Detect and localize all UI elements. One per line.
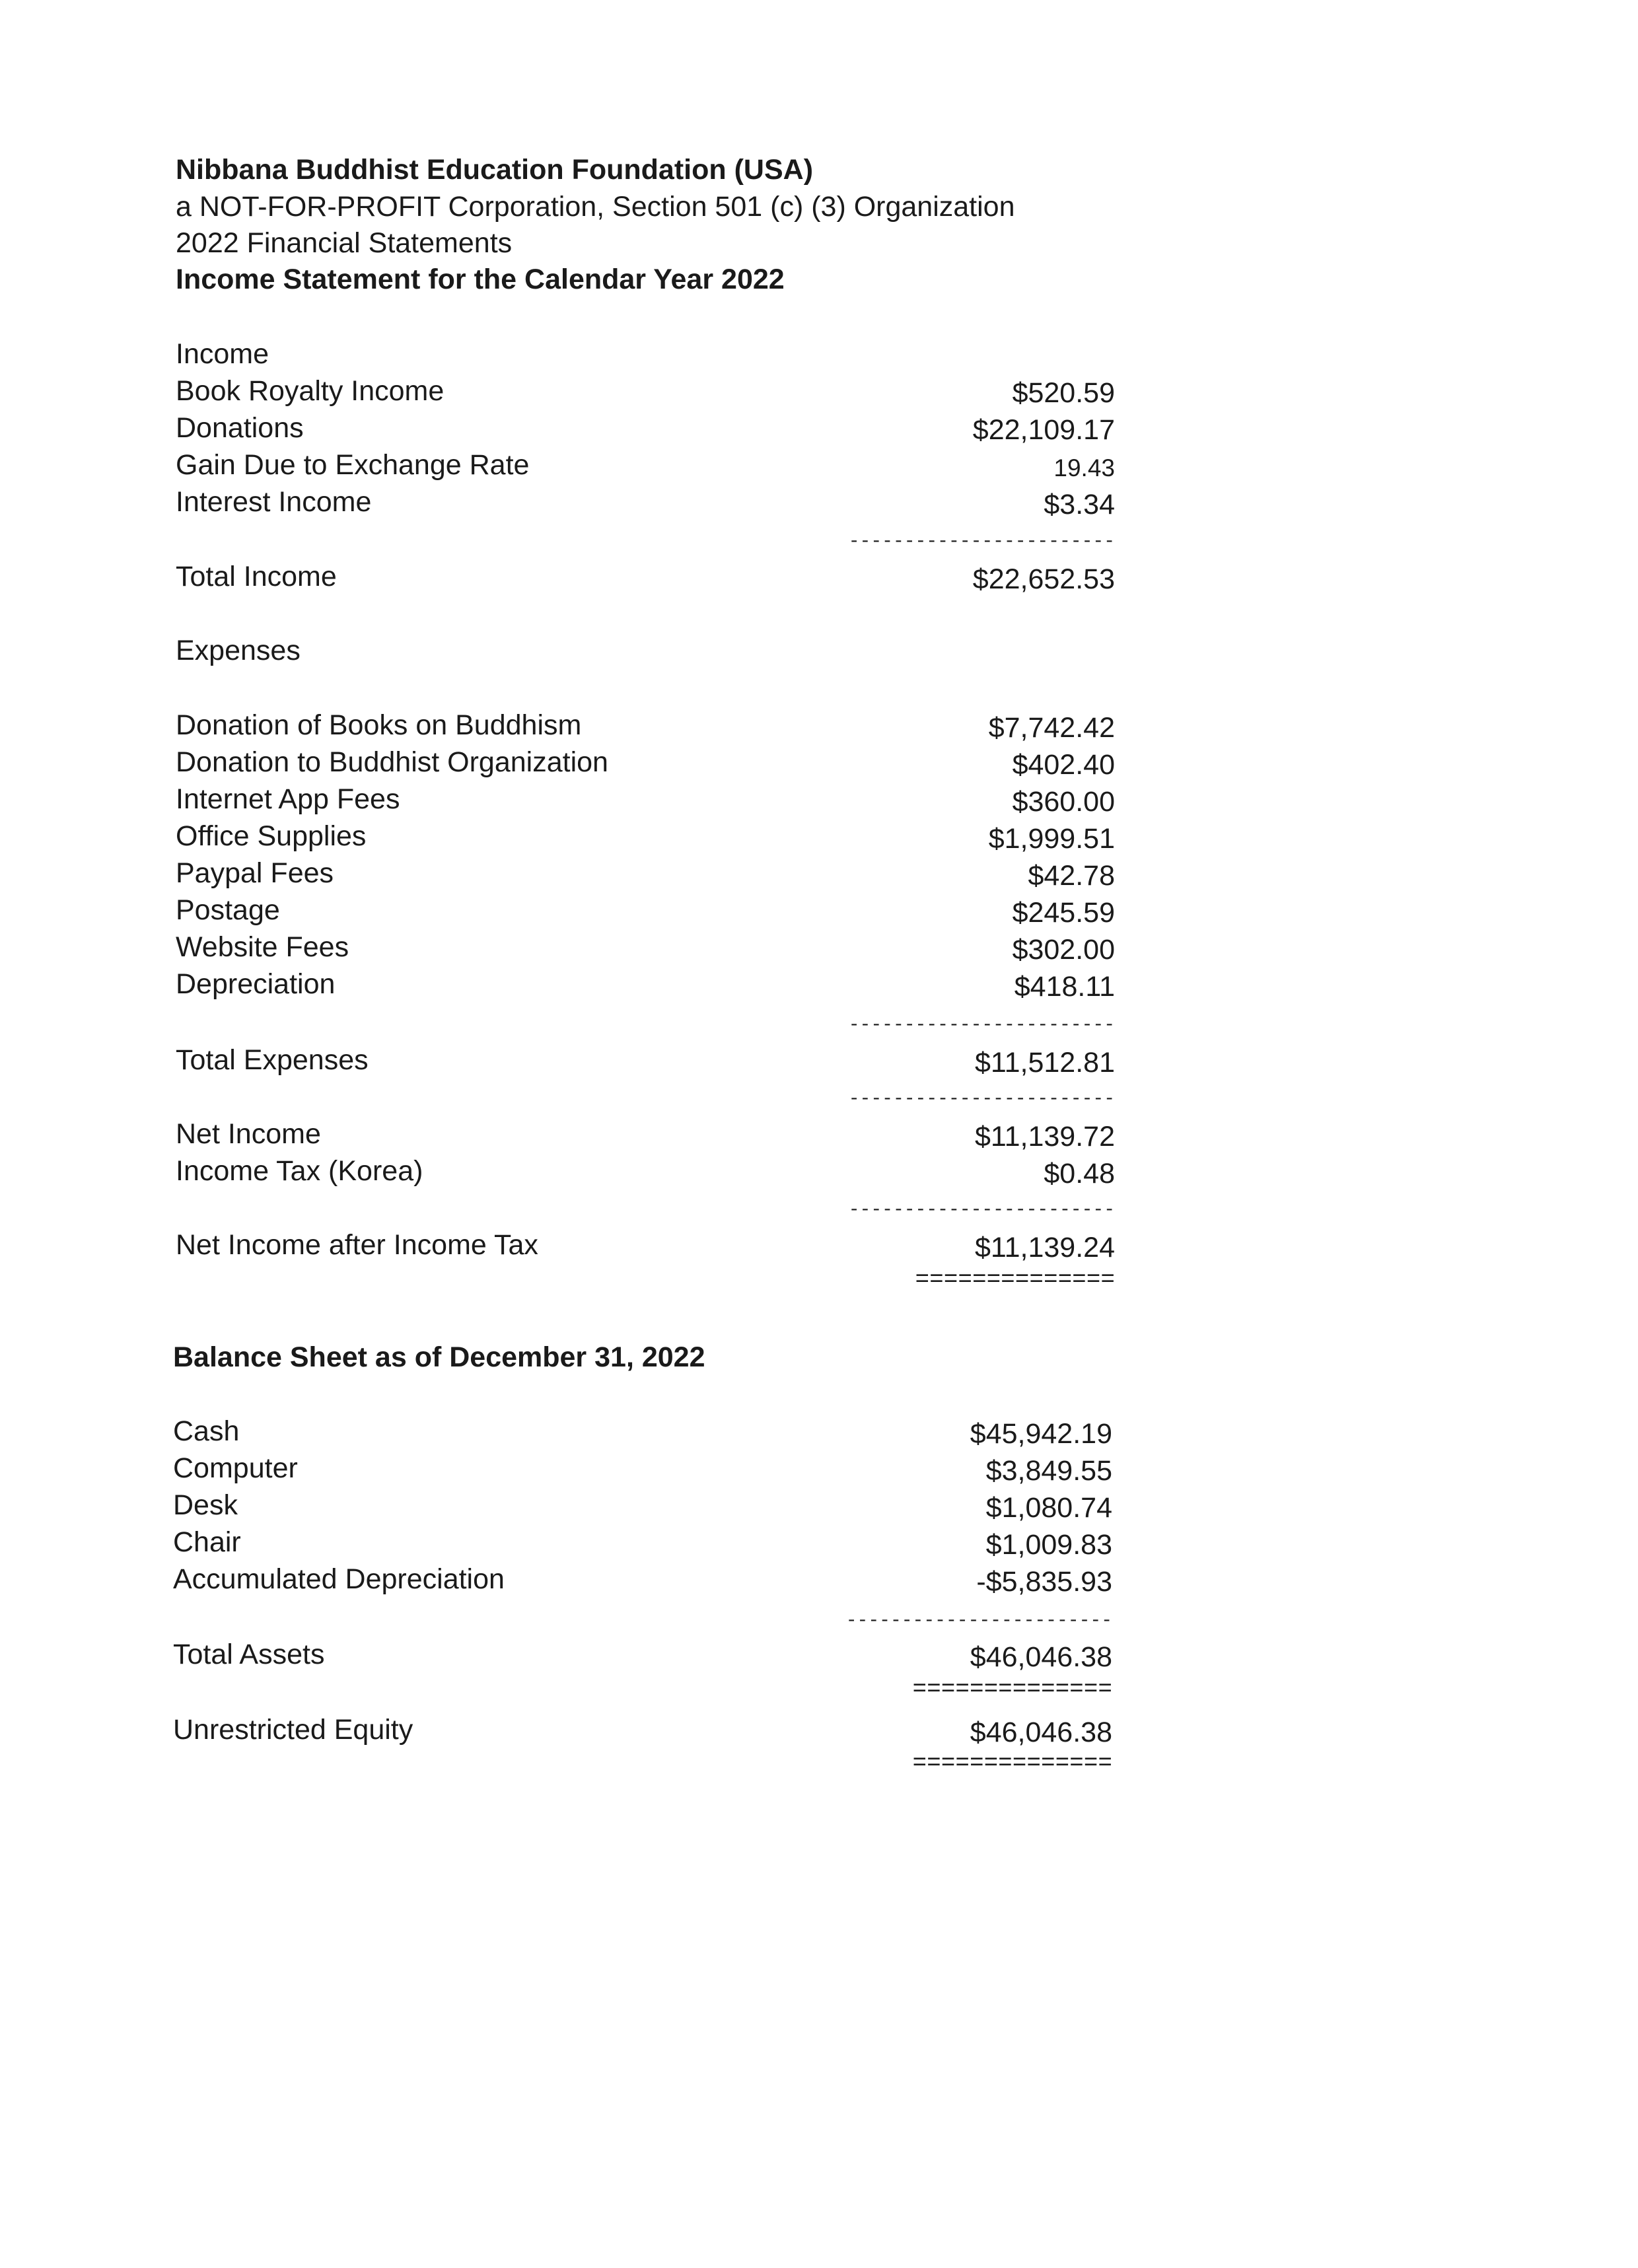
asset-item-label: Desk bbox=[173, 1489, 238, 1521]
expense-item-amount: $360.00 bbox=[1012, 786, 1115, 818]
income-item-label: Donations bbox=[176, 412, 304, 444]
expense-item-label: Depreciation bbox=[176, 968, 336, 1000]
total-income-label: Total Income bbox=[176, 561, 337, 592]
doc-title: 2022 Financial Statements bbox=[176, 227, 513, 259]
expense-item-label: Donation of Books on Buddhism bbox=[176, 709, 582, 741]
equity-label: Unrestricted Equity bbox=[173, 1714, 413, 1746]
expense-item-label: Internet App Fees bbox=[176, 783, 400, 815]
total-assets-label: Total Assets bbox=[173, 1639, 325, 1670]
total-assets-amount: $46,046.38 bbox=[970, 1641, 1112, 1673]
asset-item-amount: $1,009.83 bbox=[985, 1529, 1112, 1561]
income-item-amount: $520.59 bbox=[1012, 377, 1115, 409]
assets-double-rule: ============== bbox=[912, 1676, 1112, 1703]
income-item-label: Book Royalty Income bbox=[176, 375, 445, 407]
expense-item-amount: $402.40 bbox=[1012, 749, 1115, 781]
expense-item-amount: $418.11 bbox=[1014, 971, 1115, 1003]
expenses-section-label: Expenses bbox=[176, 635, 301, 666]
assets-rule: ------------------------ bbox=[845, 1611, 1112, 1631]
org-type: a NOT-FOR-PROFIT Corporation, Section 501 (c) (3) Organization bbox=[176, 191, 1015, 223]
income-item-amount: $22,109.17 bbox=[972, 414, 1115, 446]
income-item-amount: 19.43 bbox=[1053, 454, 1115, 481]
asset-item-label: Chair bbox=[173, 1526, 241, 1558]
income-tax-amount: $0.48 bbox=[1044, 1158, 1115, 1189]
total-expenses-amount: $11,512.81 bbox=[974, 1047, 1115, 1079]
net-income-label: Net Income bbox=[176, 1118, 321, 1150]
income-section-label: Income bbox=[176, 338, 269, 370]
expense-item-label: Website Fees bbox=[176, 931, 349, 963]
asset-item-amount: $45,942.19 bbox=[970, 1418, 1112, 1450]
asset-item-label: Accumulated Depreciation bbox=[173, 1563, 505, 1595]
tax-rule: ------------------------ bbox=[848, 1200, 1115, 1221]
income-statement-title: Income Statement for the Calendar Year 2022 bbox=[176, 264, 785, 295]
equity-amount: $46,046.38 bbox=[970, 1717, 1112, 1748]
net-after-tax-amount: $11,139.24 bbox=[974, 1232, 1115, 1263]
asset-item-label: Computer bbox=[173, 1452, 298, 1484]
org-name: Nibbana Buddhist Education Foundation (USA) bbox=[176, 154, 814, 186]
expense-item-amount: $245.59 bbox=[1012, 897, 1115, 929]
total-expenses-label: Total Expenses bbox=[176, 1044, 369, 1076]
income-item-label: Interest Income bbox=[176, 486, 372, 518]
asset-item-amount: $1,080.74 bbox=[985, 1492, 1112, 1524]
expense-item-amount: $1,999.51 bbox=[988, 823, 1115, 855]
income-item-label: Gain Due to Exchange Rate bbox=[176, 449, 530, 481]
expenses-rule: ------------------------ bbox=[848, 1015, 1115, 1036]
asset-item-amount: -$5,835.93 bbox=[976, 1566, 1112, 1598]
expense-item-amount: $302.00 bbox=[1012, 934, 1115, 966]
asset-item-label: Cash bbox=[173, 1415, 240, 1447]
expense-item-amount: $42.78 bbox=[1028, 860, 1115, 892]
expense-item-amount: $7,742.42 bbox=[988, 712, 1115, 744]
income-item-amount: $3.34 bbox=[1044, 489, 1115, 520]
expense-item-label: Donation to Buddhist Organization bbox=[176, 746, 608, 778]
total-income-amount: $22,652.53 bbox=[972, 563, 1115, 595]
net-rule: ------------------------ bbox=[848, 1089, 1115, 1110]
balance-sheet-title: Balance Sheet as of December 31, 2022 bbox=[173, 1341, 705, 1373]
asset-item-amount: $3,849.55 bbox=[985, 1455, 1112, 1487]
expense-item-label: Office Supplies bbox=[176, 820, 367, 852]
expense-item-label: Postage bbox=[176, 894, 280, 926]
expense-item-label: Paypal Fees bbox=[176, 857, 334, 889]
equity-double-rule: ============== bbox=[912, 1750, 1112, 1777]
income-rule: ------------------------ bbox=[848, 532, 1115, 552]
net-income-amount: $11,139.72 bbox=[974, 1121, 1115, 1152]
net-double-rule: ============== bbox=[915, 1266, 1115, 1293]
income-tax-label: Income Tax (Korea) bbox=[176, 1155, 423, 1187]
net-after-tax-label: Net Income after Income Tax bbox=[176, 1229, 538, 1261]
